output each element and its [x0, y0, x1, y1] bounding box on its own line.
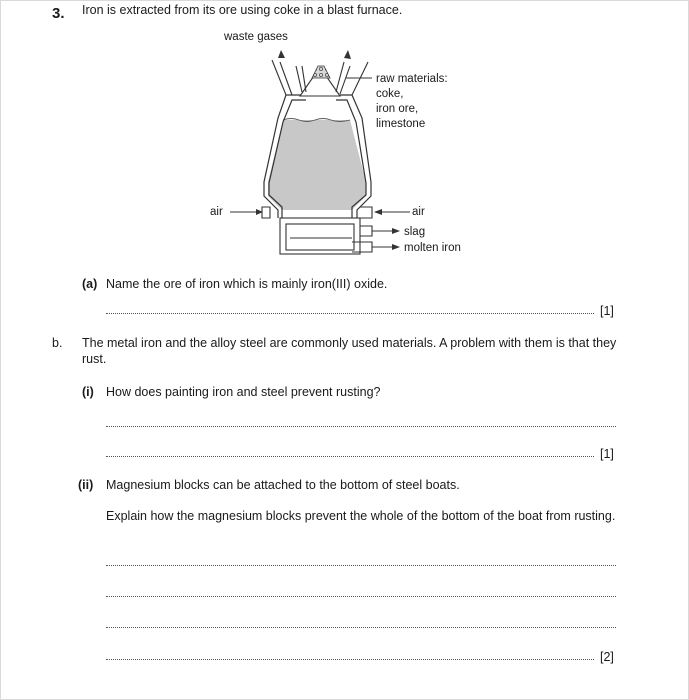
- label-slag: slag: [404, 226, 426, 238]
- question-intro: Iron is extracted from its ore using coke in a blast furnace.: [82, 3, 403, 17]
- part-b-i-question: How does painting iron and steel prevent rusting?: [106, 385, 381, 399]
- mark-a: [1]: [600, 304, 614, 318]
- part-b-i-label: (i): [82, 385, 94, 399]
- blast-furnace-diagram: [0, 0, 689, 270]
- part-a-label: (a): [82, 277, 98, 291]
- part-b-intro: The metal iron and the alloy steel are commonly used materials. A problem with them is that they rust.: [82, 336, 617, 366]
- answer-line-b-ii-2[interactable]: [106, 596, 616, 597]
- air-right-arrow: [374, 209, 382, 215]
- question-number: 3.: [52, 5, 65, 22]
- right-tuyere: [360, 207, 410, 218]
- iron-tap: [352, 242, 398, 252]
- part-b-ii-question2: Explain how the magnesium blocks prevent the whole of the bottom of the boat from rusting.: [106, 509, 616, 523]
- part-b-ii-question1: Magnesium blocks can be attached to the bottom of steel boats.: [106, 478, 460, 492]
- label-limestone: limestone: [376, 118, 426, 130]
- part-b-label: b.: [52, 336, 63, 350]
- answer-line-b-ii-1[interactable]: [106, 565, 616, 566]
- molten-iron-arrow: [392, 244, 400, 250]
- mark-b-i: [1]: [600, 447, 614, 461]
- label-molten-iron: molten iron: [404, 242, 461, 254]
- part-a-question: Name the ore of iron which is mainly iron(III) oxide.: [106, 277, 388, 291]
- left-tuyere: [230, 207, 270, 218]
- answer-line-b-ii-4[interactable]: [106, 659, 594, 660]
- label-waste-gases: waste gases: [224, 31, 288, 43]
- hearth: [280, 218, 360, 254]
- answer-line-a[interactable]: [106, 313, 594, 314]
- answer-line-b-i-2[interactable]: [106, 456, 594, 457]
- label-air-left: air: [210, 206, 223, 218]
- furnace-charge: [268, 120, 366, 210]
- label-coke: coke,: [376, 88, 404, 100]
- label-air-right: air: [412, 206, 425, 218]
- waste-arrow-left: [278, 50, 285, 58]
- hopper-coke: [312, 66, 330, 78]
- label-raw-materials: raw materials:: [376, 73, 448, 85]
- mark-b-ii: [2]: [600, 650, 614, 664]
- answer-line-b-ii-3[interactable]: [106, 627, 616, 628]
- part-b-ii-label: (ii): [78, 478, 94, 492]
- label-iron-ore: iron ore,: [376, 103, 419, 115]
- slag-arrow: [392, 228, 400, 234]
- waste-arrow-right: [344, 50, 351, 59]
- answer-line-b-i-1[interactable]: [106, 426, 616, 427]
